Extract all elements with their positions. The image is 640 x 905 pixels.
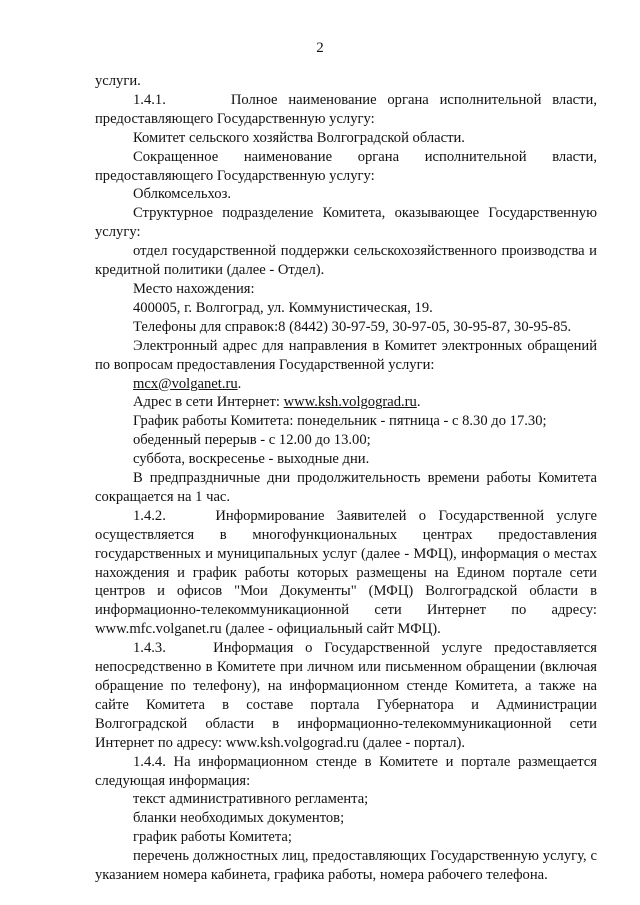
paragraph: В предпраздничные дни продолжительность времени работы Комитета сокращается на 1 час. [95, 470, 597, 505]
paragraph: 1.4.3. Информация о Государственной услуге предоставляется непосредственно в Комитете при личном или письменном обращении (включая обращение по телефону), на информационном стенде Комитета, а также на сайте Комитета в составе портала Губернатора и Администрации Волгоградской области в информационно-телекоммуникационной сети Интернет по адресу: www.ksh.volgograd.ru (далее - портал). [95, 640, 597, 751]
punctuation: . [416, 394, 421, 411]
paragraph: 1.4.1. Полное наименование органа исполнительной власти, предоставляющего Государственную услугу: [95, 91, 597, 127]
website-link[interactable]: www.ksh.volgograd.ru [283, 394, 417, 411]
paragraph: Телефоны для справок:8 (8442) 30-97-59, 30-97-05, 30-95-87, 30-95-85. [133, 318, 572, 335]
paragraph: отдел государственной поддержки сельскохозяйственного производства и кредитной политики (далее - Отдел). [95, 243, 597, 279]
paragraph: 1.4.4. На информационном стенде в Комитете и портале размещается следующая информация: [95, 753, 597, 789]
paragraph: график работы Комитета; [133, 829, 292, 846]
paragraph: Комитет сельского хозяйства Волгоградской области. [133, 129, 465, 146]
paragraph: 1.4.2. Информирование Заявителей о Государственной услуге осуществляется в многофункциональных центрах предоставления государственных и муниципальных услуг (далее - МФЦ), информация о местах нахождения и график работы которых размещены на Едином портале сети центров и офисов "Мои Документы" (МФЦ) Волгоградской области в информационно-телекоммуникационной сети Интернет по адресу: www.mfc.volganet.ru (далее - официальный сайт МФЦ). [95, 507, 597, 638]
paragraph: Сокращенное наименование органа исполнительной власти, предоставляющего Государственную услугу: [95, 148, 597, 184]
paragraph: Структурное подразделение Комитета, оказывающее Государственную услугу: [95, 205, 597, 241]
paragraph: услуги. [95, 73, 141, 89]
paragraph: текст административного регламента; [133, 791, 369, 808]
document-body [95, 72, 597, 885]
paragraph: перечень должностных лиц, предоставляющих Государственную услугу, с указанием номера кабинета, графика работы, номера рабочего телефона. [95, 848, 597, 884]
page-number: 2 [316, 40, 324, 56]
paragraph: График работы Комитета: понедельник - пятница - с 8.30 до 17.30; [133, 413, 547, 430]
paragraph: Электронный адрес для направления в Комитет электронных обращений по вопросам предоставления Государственной услуги: [95, 337, 597, 373]
punctuation: . [237, 375, 242, 392]
paragraph: суббота, воскресенье - выходные дни. [133, 451, 370, 468]
paragraph: обеденный перерыв - с 12.00 до 13.00; [133, 432, 371, 449]
paragraph [95, 393, 597, 412]
paragraph-text: Адрес в сети Интернет: [133, 394, 284, 411]
email-link[interactable]: mcx@volganet.ru [133, 375, 238, 392]
paragraph: Облкомсельхоз. [133, 186, 232, 203]
paragraph [95, 375, 597, 394]
paragraph: Место нахождения: [133, 280, 255, 297]
paragraph: бланки необходимых документов; [133, 810, 345, 827]
paragraph: 400005, г. Волгоград, ул. Коммунистическая, 19. [133, 299, 433, 316]
